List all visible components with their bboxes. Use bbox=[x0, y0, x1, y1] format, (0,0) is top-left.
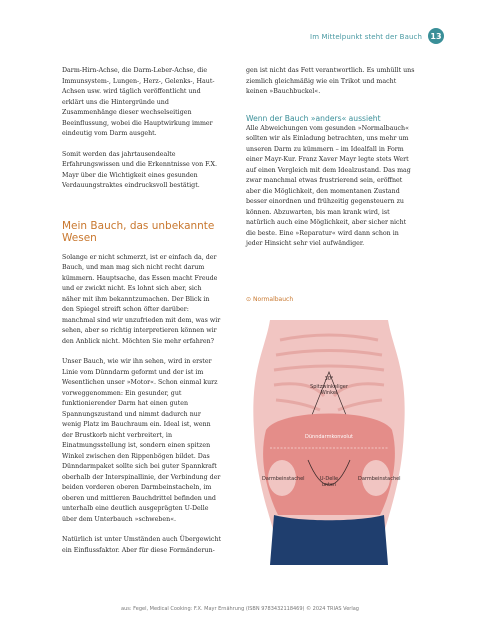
page-header bbox=[0, 0, 480, 60]
figure-caption bbox=[246, 296, 293, 303]
paragraph: Somit werden das jahrtausendealte Erfahrungswissen und die Erkenntnisse von F.X. Mayr über die Wichtigkeit eines gesunden Verdauungstraktes eindrucksvoll bestätigt. bbox=[62, 150, 218, 189]
left-iliac-label: Darmbeinstachel bbox=[262, 476, 305, 482]
angle-label: Spitzwinkeliger Winkel bbox=[310, 384, 348, 396]
paragraph: Unser Bauch, wie wir ihn sehen, wird in erster Linie vom Dünndarm geformt und der ist im Wesentlichen unser »Motor«. Schon einmal kurz vorweggenommen: Ein gesunder, gut funktionierender Darm hat einen guten Spannungszustand und nimmt dadurch nur wenig Platz im Bauchraum ein. Ideal ist, wenn der Brustkorb nicht verbreitert, in Einatmungsstellung ist, sondern einen spitzen Winkel zwischen den Rippenbögen bildet. Das Dünndarmpaket sollte sich bei guter Spannkraft oberhalb der Interspinallinie, der Verbindung der beiden vorderen oberen Darmbeinstacheln, im oberen und mittleren Bauchdrittel befinden und unterhalb eine deutlich ausgeprägten U-Delle über dem Unterbauch »schweben«. bbox=[62, 358, 221, 523]
clothing-bottom bbox=[270, 515, 388, 565]
paragraph: gen ist nicht das Fett verantwortlich. Es umhüllt uns ziemlich gleichmäßig wie ein Trikot und macht keinen »Bauchbuckel«. bbox=[246, 67, 415, 95]
paragraph: Natürlich ist unter Umständen auch Übergewicht ein Einflussfaktor. Aber für diese Formänderun- bbox=[62, 536, 222, 554]
footer-credit: aus: Fegel, Medical Cooking: F.X. Mayr Ernährung (ISBN 9783432118469) © 2024 TRIAS Verlag bbox=[121, 606, 359, 612]
caption-text: Normalbauch bbox=[253, 296, 294, 303]
u-delle-label: U-Delle unten bbox=[319, 476, 339, 488]
right-column bbox=[246, 66, 416, 260]
right-iliac-label: Darmbeinstachel bbox=[358, 476, 401, 482]
section-heading: Mein Bauch, das unbekannte Wesen bbox=[62, 219, 215, 244]
left-column bbox=[62, 66, 222, 566]
normalbauch-figure bbox=[240, 310, 418, 565]
paragraph: Darm-Hirn-Achse, die Darm-Leber-Achse, die Immunsystem-, Lungen-, Herz-, Gelenks-, Haut-Achsen usw. wird täglich veröffentlicht und erklärt uns die Hintergründe und Zusammenhänge dieser wechselseitigen Beeinflussung, wobei die Hauptwirkung immer eindeutig vom Darm ausgeht. bbox=[62, 67, 215, 137]
angle-value-label: 30° bbox=[324, 376, 334, 382]
running-header: Im Mittelpunkt steht der Bauch bbox=[310, 33, 422, 41]
intestine-pack-label: Dünndarmkonvolut bbox=[305, 434, 353, 440]
page-number-badge: 13 bbox=[428, 28, 444, 44]
paragraph: Solange er nicht schmerzt, ist er einfach da, der Bauch, und man mag sich nicht recht darum kümmern. Hauptsache, das Essen macht Freude und er zwickt nicht. Es lohnt sich aber, sich näher mit ihm bekanntzumachen. Der Blick in den Spiegel streift schon öfter darüber: manchmal sind wir unzufrieden mit dem, was wir sehen, aber so richtig interpretieren können wir den Anblick nicht. Möchten Sie mehr erfahren? bbox=[62, 253, 221, 345]
paragraph: Alle Abweichungen vom gesunden »Normalbauch« sollten wir als Einladung betrachten, uns mehr um unseren Darm zu kümmern – im Idealfall in Form einer Mayr-Kur. Franz Xaver Mayr legte stets Wert auf einen Vergleich mit dem Idealzustand. Das mag zwar manchmal etwas frustrierend sein, eröffnet aber die Möglichkeit, den momentanen Zustand besser einordnen und frühzeitig gegensteuern zu können. Abzuwarten, bis man krank wird, ist natürlich auch eine Möglichkeit, aber sicher nicht die beste. Eine »Reparatur« wird dann schon in jeder Hinsicht sehr viel aufwändiger. bbox=[246, 124, 411, 247]
circle-arrow-icon: ⊙ bbox=[246, 296, 252, 303]
sub-heading: Wenn der Bauch »anders« aussieht bbox=[246, 113, 381, 123]
